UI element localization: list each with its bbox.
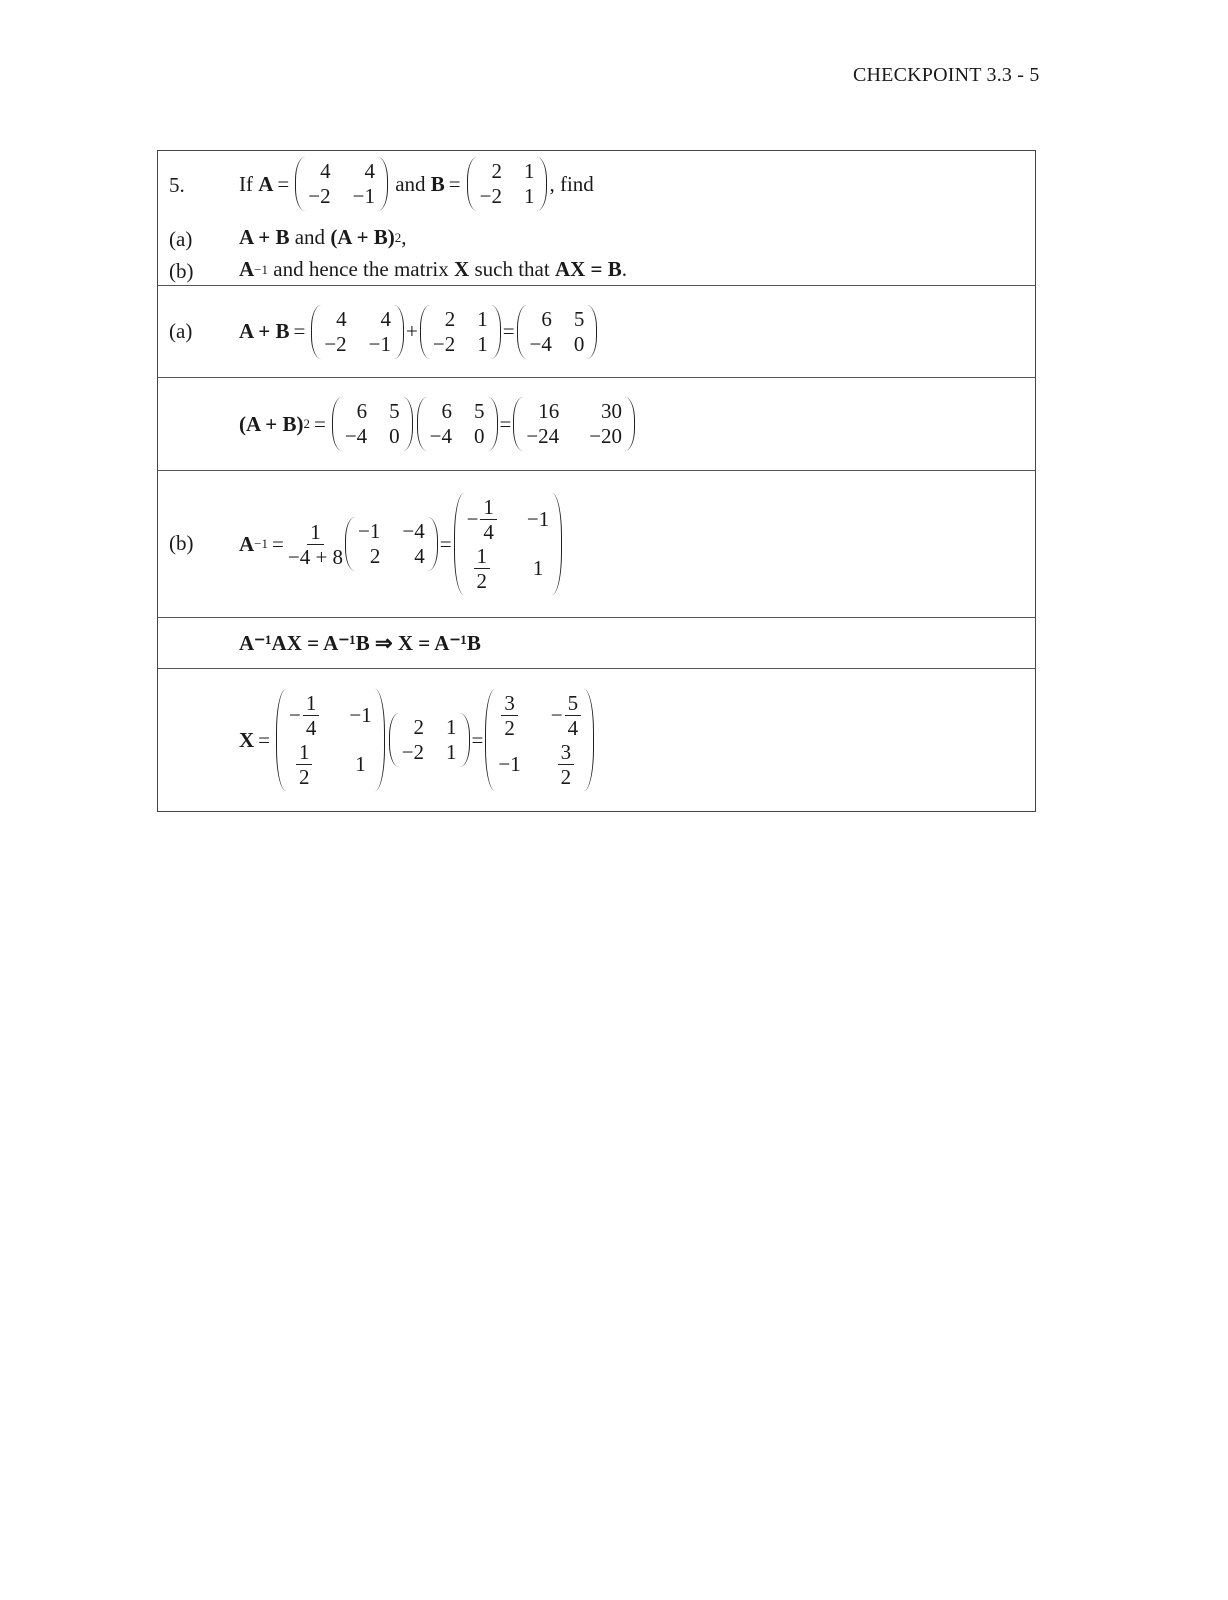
sign: − bbox=[466, 507, 479, 531]
numerator: 1 bbox=[303, 691, 320, 716]
cell: 0 bbox=[474, 424, 485, 448]
cell: −4 bbox=[429, 424, 452, 448]
cell: 1 bbox=[446, 740, 457, 764]
cell: 2 bbox=[369, 544, 381, 568]
denominator: 4 bbox=[483, 520, 494, 544]
numerator: 1 bbox=[480, 495, 497, 520]
solution-b-label: (b) bbox=[169, 531, 194, 555]
find-text: , find bbox=[549, 171, 594, 196]
cell: 2 bbox=[413, 715, 425, 739]
matrix-sum bbox=[417, 397, 498, 451]
expr: (A + B) bbox=[330, 225, 395, 249]
and-text: and bbox=[395, 171, 426, 196]
matrix-a bbox=[295, 157, 388, 211]
cell bbox=[467, 495, 497, 544]
cell: 4 bbox=[364, 159, 375, 183]
cell: −2 bbox=[401, 740, 425, 764]
question-statement bbox=[239, 154, 594, 214]
solution-a-label: (a) bbox=[169, 319, 193, 343]
cell: 1 bbox=[523, 184, 535, 208]
x-equation bbox=[239, 669, 596, 811]
cell bbox=[501, 691, 518, 740]
cell: 1 bbox=[355, 752, 366, 776]
numerator: 3 bbox=[501, 691, 518, 716]
matrix-b bbox=[389, 713, 470, 767]
part-b-text: A −1 and hence the matrix X such that AX = B . bbox=[239, 257, 627, 281]
expr: AX = B bbox=[554, 257, 622, 281]
inverse-equation: A −1 = $\frac{1}{-4 + 8}$ −1 −4 2 4 = − $\frac{1}{4}$ −1 $\frac{1}{2}$ 1 bbox=[239, 471, 564, 617]
cell: 1 bbox=[477, 331, 488, 356]
cell: −20 bbox=[589, 424, 623, 448]
denominator: 2 bbox=[476, 569, 487, 593]
denominator: 4 bbox=[567, 716, 579, 740]
derivation bbox=[239, 618, 481, 668]
expr: A bbox=[239, 257, 255, 281]
solution-b-inverse-row bbox=[158, 471, 1035, 618]
page-header: CHECKPOINT 3.3 - 5 bbox=[853, 64, 1040, 86]
denominator: 4 bbox=[305, 716, 317, 740]
matrix-name-a: A bbox=[258, 171, 274, 196]
numerator: 1 bbox=[307, 520, 324, 545]
cell: 0 bbox=[389, 424, 400, 448]
cell: 4 bbox=[380, 306, 392, 331]
text: , bbox=[401, 225, 407, 249]
part-a-label: (a) bbox=[169, 227, 193, 251]
numerator: 3 bbox=[558, 740, 575, 765]
cell: −2 bbox=[479, 184, 502, 208]
cell: −4 bbox=[344, 424, 368, 448]
numerator: 1 bbox=[296, 740, 313, 765]
cell: −1 bbox=[358, 519, 381, 543]
expr: A + B bbox=[239, 225, 290, 249]
numerator: 5 bbox=[565, 691, 582, 716]
text: such that bbox=[469, 257, 555, 281]
lhs: A bbox=[239, 531, 255, 556]
equals: = bbox=[499, 411, 512, 436]
cell: 6 bbox=[441, 399, 452, 423]
equals: = bbox=[471, 727, 484, 752]
cell: 4 bbox=[320, 159, 331, 183]
solution-x-row bbox=[158, 669, 1035, 811]
denominator: 2 bbox=[298, 765, 310, 789]
inverse-matrix bbox=[454, 493, 563, 595]
equals: = bbox=[313, 411, 326, 436]
cell: −1 bbox=[349, 703, 372, 727]
matrix-b bbox=[467, 157, 548, 211]
equals: = bbox=[448, 171, 461, 196]
lhs: A + B bbox=[239, 319, 290, 343]
cell bbox=[289, 691, 319, 740]
text: and hence the matrix bbox=[268, 257, 455, 281]
part-b-label: (b) bbox=[169, 259, 194, 283]
equals: = bbox=[272, 531, 284, 556]
cell: 5 bbox=[474, 399, 485, 423]
derivation-equation: A⁻¹AX = A⁻¹B ⇒ X = A⁻¹B bbox=[239, 630, 481, 655]
sum-equation bbox=[239, 286, 599, 377]
cell bbox=[474, 544, 491, 593]
cell: −2 bbox=[324, 331, 347, 356]
cell: 6 bbox=[356, 399, 368, 423]
cell bbox=[296, 740, 313, 789]
plus: + bbox=[406, 319, 418, 343]
cell: −2 bbox=[432, 331, 456, 356]
cell: −1 bbox=[368, 331, 392, 356]
adjugate-matrix bbox=[345, 517, 438, 571]
equals: = bbox=[502, 319, 515, 343]
denominator: 2 bbox=[560, 765, 572, 789]
equals: = bbox=[439, 531, 452, 556]
inverse-matrix bbox=[276, 689, 385, 791]
solution-table bbox=[157, 150, 1036, 812]
cell: −4 bbox=[529, 331, 552, 356]
question-row bbox=[158, 151, 1035, 286]
lhs: (A + B) bbox=[239, 411, 304, 436]
sign: − bbox=[550, 703, 563, 727]
cell: 1 bbox=[532, 556, 544, 580]
cell: 2 bbox=[491, 159, 502, 183]
cell: 5 bbox=[389, 399, 400, 423]
cell: 30 bbox=[601, 399, 623, 423]
matrix-square bbox=[513, 397, 635, 451]
lhs: X bbox=[239, 727, 255, 752]
cell: −24 bbox=[526, 424, 560, 448]
matrix-sum bbox=[517, 305, 598, 359]
sign: − bbox=[289, 703, 301, 727]
matrix-name-b: B bbox=[430, 171, 445, 196]
cell: 4 bbox=[336, 306, 347, 331]
equals: = bbox=[293, 319, 306, 343]
cell: −2 bbox=[308, 184, 331, 208]
text: . bbox=[621, 257, 627, 281]
matrix-a bbox=[311, 305, 404, 359]
cell: 0 bbox=[573, 331, 585, 356]
question-number: 5. bbox=[169, 173, 185, 197]
denominator: 2 bbox=[504, 716, 515, 740]
matrix-x bbox=[485, 689, 594, 791]
cell: 16 bbox=[538, 399, 560, 423]
cell: −4 bbox=[402, 519, 425, 543]
cell: 6 bbox=[541, 306, 552, 331]
equals: = bbox=[277, 171, 290, 196]
square-equation: (A + B) 2 = 6 5 −4 0 6 5 −4 0 = 16 30 −24 −20 bbox=[239, 378, 637, 470]
expr: X bbox=[454, 257, 470, 281]
cell: 1 bbox=[446, 715, 457, 739]
cell bbox=[558, 740, 575, 789]
cell: 5 bbox=[573, 306, 585, 331]
numerator: 1 bbox=[474, 544, 491, 569]
matrix-sum bbox=[332, 397, 413, 451]
fraction bbox=[288, 520, 343, 569]
cell bbox=[551, 691, 581, 740]
if-text: If bbox=[239, 171, 253, 196]
solution-a-square-row bbox=[158, 378, 1035, 471]
cell: 2 bbox=[444, 306, 456, 331]
cell: 1 bbox=[477, 306, 488, 331]
cell: −1 bbox=[352, 184, 375, 208]
cell: −1 bbox=[526, 507, 550, 531]
part-a-text: A + B and (A + B) 2 , bbox=[239, 225, 407, 249]
cell: −1 bbox=[498, 752, 521, 776]
derivation-row bbox=[158, 618, 1035, 669]
cell: 4 bbox=[414, 544, 425, 568]
solution-a-sum-row bbox=[158, 286, 1035, 378]
text: and bbox=[289, 225, 331, 249]
matrix-b bbox=[420, 305, 501, 359]
equals: = bbox=[258, 727, 271, 752]
denominator: −4 + 8 bbox=[287, 544, 344, 569]
cell: 1 bbox=[523, 159, 535, 183]
